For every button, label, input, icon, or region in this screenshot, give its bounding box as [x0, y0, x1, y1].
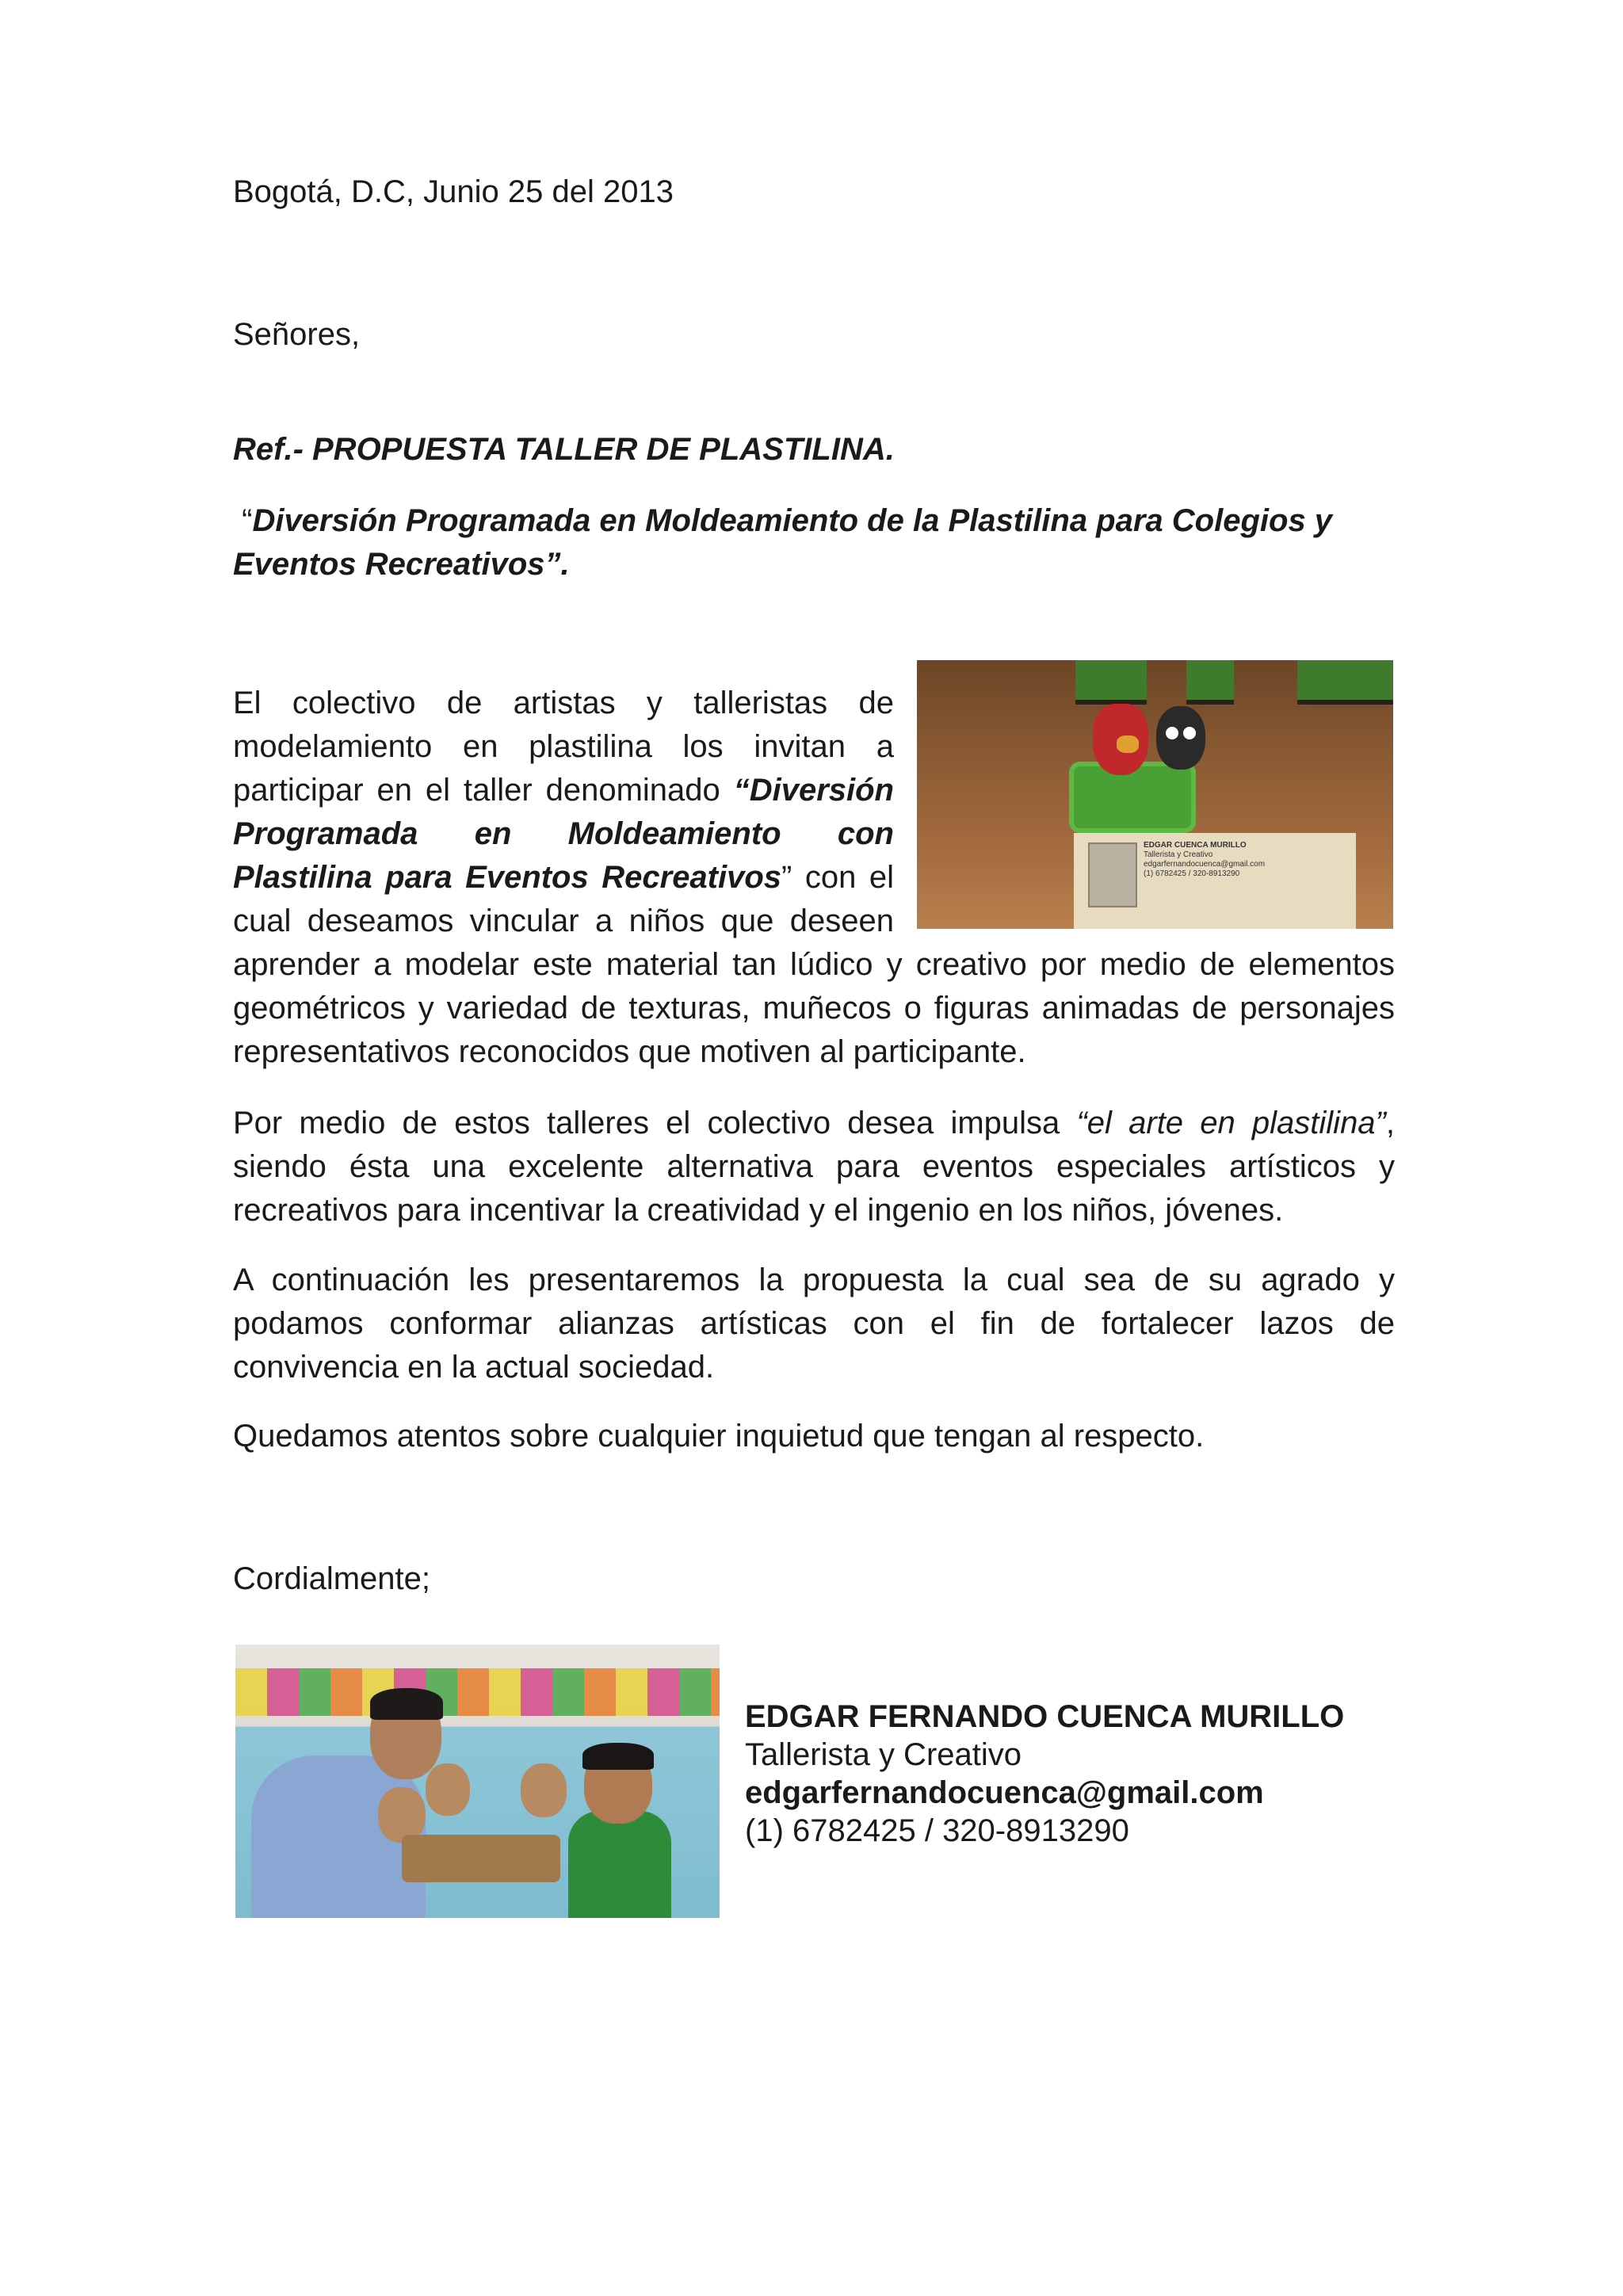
letter-greeting: Señores, [233, 317, 361, 352]
signature-phone: (1) 6782425 / 320-8913290 [745, 1813, 1129, 1848]
paragraph-1 [233, 682, 894, 943]
black-bird-figurine [1156, 706, 1205, 770]
figurine-beak [1117, 735, 1139, 753]
paragraph-1-text-a: El colectivo de artistas y talleristas de modelamiento en plastilina los invitan a participar en el taller denominado [233, 686, 894, 808]
signature-block [745, 1698, 1344, 1850]
subtitle-text: Diversión Programada en Moldeamiento de la Plastilina para Colegios y Eventos Recreativos”. [233, 503, 1333, 582]
letter-closing: Cordialmente; [233, 1561, 431, 1596]
photo-tile [1075, 660, 1147, 705]
letter-date: Bogotá, D.C, Junio 25 del 2013 [233, 174, 674, 209]
child-in-green-uniform [568, 1811, 671, 1918]
signature-role: Tallerista y Creativo [745, 1737, 1022, 1772]
business-card [1074, 833, 1356, 929]
photo-tile [1186, 660, 1234, 705]
card-role: Tallerista y Creativo [1144, 850, 1213, 859]
paragraph-1-emphasis: “Diversión Programada en Moldeamiento con Plastilina para Eventos Recreativos [233, 773, 894, 895]
paragraph-1-text-b: ” con el cual deseamos vincular a niños que deseen [233, 860, 895, 938]
figurine-eye [1183, 727, 1196, 739]
workshop-table [402, 1835, 560, 1882]
figurine-eye [1166, 727, 1178, 739]
paragraph-4: Quedamos atentos sobre cualquier inquietud que tengan al respecto. [233, 1419, 1205, 1454]
paragraph-2-italic: “el arte en plastilina” [1076, 1106, 1386, 1140]
paragraph-3: A continuación les presentaremos la propuesta la cual sea de su agrado y podamos conformar alianzas artísticas con el fin de fortalecer lazos de convivencia en la actual sociedad. [233, 1263, 1395, 1385]
paragraph-2-text-b: , siendo ésta una excelente alternativa para eventos especiales artísticos y recreativos para incentivar la creatividad y el ingenio en los niños, jóvenes. [233, 1106, 1396, 1228]
business-card-portrait [1088, 842, 1137, 907]
signature-name: EDGAR FERNANDO CUENCA MURILLO [745, 1699, 1345, 1734]
wall-decoration [235, 1668, 720, 1716]
paragraph-1-continuation: aprender a modelar este material tan lúdico y creativo por medio de elementos geométricos y variedad de texturas, muñecos o figuras animadas de personajes representativos reconocidos que motiven al participante. [233, 947, 1395, 1069]
card-email: edgarfernandocuenca@gmail.com [1144, 860, 1266, 869]
business-card-text [1144, 841, 1265, 879]
child-hair [582, 1743, 654, 1770]
plasticine-figurines-photo [917, 660, 1393, 929]
signature-email: edgarfernandocuenca@gmail.com [745, 1775, 1264, 1810]
workshop-subtitle [233, 499, 1395, 586]
classroom-workshop-photo [235, 1645, 720, 1918]
reference-line: Ref.- PROPUESTA TALLER DE PLASTILINA. [233, 432, 895, 467]
child-figure [521, 1763, 567, 1817]
instructor-hair [370, 1688, 443, 1720]
red-bird-figurine [1093, 704, 1148, 775]
subtitle-open-quote: “ [233, 503, 253, 538]
photo-tile [1297, 660, 1393, 705]
child-figure [426, 1763, 470, 1816]
card-name: EDGAR CUENCA MURILLO [1144, 841, 1247, 850]
card-phone: (1) 6782425 / 320-8913290 [1144, 869, 1240, 878]
paragraph-2-text-a: Por medio de estos talleres el colectivo desea impulsa [233, 1106, 1077, 1140]
paragraph-2 [233, 1102, 1395, 1232]
